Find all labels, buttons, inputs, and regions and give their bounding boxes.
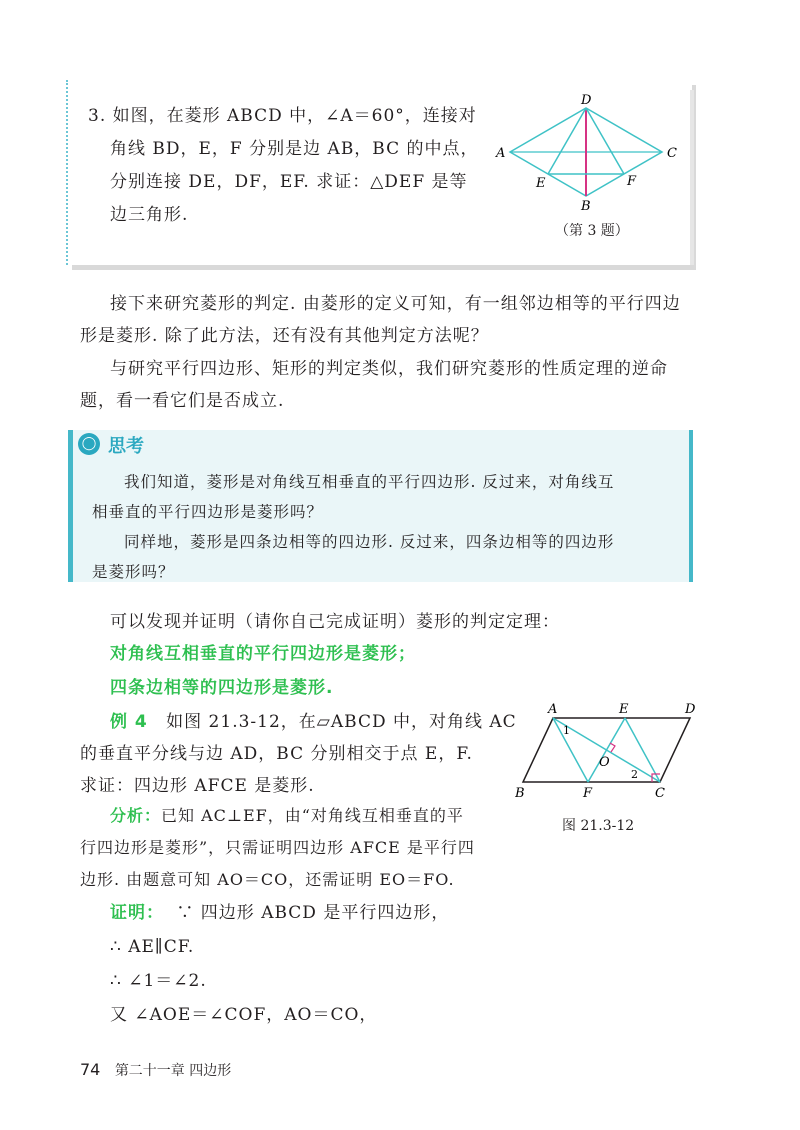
label-a: A [496,146,506,161]
analysis-label: 分析： [110,806,162,825]
theorem-2: 四条边相等的四边形是菱形. [110,678,334,698]
dotted-border [66,80,68,265]
proof [80,896,510,1032]
right-angle-mark [610,743,615,752]
think-line: 我们知道，菱形是对角线互相垂直的平行四边形. 反过来，对角线互 [124,473,615,491]
think-title: 思考 [108,436,144,457]
think-line: 同样地，菱形是四条边相等的四边形. 反过来，四条边相等的四边形 [124,533,615,551]
exercise-3-text [88,100,508,232]
analysis-line: 行四边形是菱形”，只需证明四边形 AFCE 是平行四 [80,838,475,857]
think-line: 相垂直的平行四边形是菱形吗？ [92,503,324,521]
proof-line: ∴ ∠1＝∠2. [110,971,207,991]
intro-paragraph-1 [80,288,700,352]
paragraph-line: 形是菱形. 除了此方法，还有没有其他判定方法呢？ [80,326,489,346]
exercise-line: 边三角形. [110,205,189,225]
theorem-1: 对角线互相垂直的平行四边形是菱形； [110,644,416,664]
angle-1-label: 1 [563,724,570,737]
example-line: 求证：四边形 AFCE 是菱形. [80,776,315,796]
rhombus-figure [490,90,690,215]
example-4 [80,706,517,802]
analysis [80,800,510,896]
think-left-bar [68,430,73,582]
angle-2-label: 2 [631,768,638,781]
label-d: D [581,93,592,108]
figure-caption: （第 3 题） [555,223,629,239]
label-b: B [515,786,525,801]
analysis-line: 边形. 由题意可知 AO＝CO，还需证明 EO＝FO. [80,870,455,889]
exercise-line: 角线 BD，E，F 分别是边 AB，BC 的中点， [110,139,479,159]
parallelogram-figure [515,700,705,802]
proof-line: ∵ 四边形 ABCD 是平行四边形， [176,903,450,923]
analysis-line: 已知 AC⊥EF，由“对角线互相垂直的平 [161,806,464,825]
example-line: 如图 21.3-12，在▱ABCD 中，对角线 AC [166,712,517,732]
example-label: 例 4 [110,712,148,732]
label-d: D [685,702,696,717]
intro-paragraph-2 [80,353,700,417]
think-text [92,467,682,587]
exercise-line: 3. 如图，在菱形 ABCD 中，∠A＝60°，连接对 [88,106,477,126]
paragraph-line: 题，看一看它们是否成立. [80,391,285,411]
label-o: O [599,755,610,770]
label-a: A [548,702,558,717]
label-e: E [536,176,546,191]
segment-de [548,108,586,174]
label-f: F [583,786,593,801]
chapter-title: 第二十一章 四边形 [114,1063,232,1079]
label-c: C [655,786,665,801]
label-f: F [627,174,637,189]
segment-ef [588,718,625,782]
paragraph-line: 接下来研究菱形的判定. 由菱形的定义可知，有一组邻边相等的平行四边 [110,294,681,314]
proof-line: 又 ∠AOE＝∠COF，AO＝CO， [110,1005,378,1025]
page-number: 74 [80,1060,101,1079]
think-right-bar [689,430,693,582]
box-shadow-bar [690,90,694,265]
think-line: 是菱形吗？ [92,563,175,581]
exercise-line: 分别连接 DE，DF，EF. 求证：△DEF 是等 [110,172,468,192]
lightbulb-icon: ◯ [78,433,100,455]
proof-label: 证明： [110,903,164,923]
paragraph-line: 与研究平行四边形、矩形的判定类似，我们研究菱形的性质定理的逆命 [110,359,668,379]
label-c: C [667,146,677,161]
figure-caption: 图 21.3-12 [562,818,635,834]
page-footer [80,1060,231,1080]
example-line: 的垂直平分线与边 AD，BC 分别相交于点 E，F. [80,744,473,764]
label-b: B [581,199,591,214]
theorem-lead: 可以发现并证明（请你自己完成证明）菱形的判定定理： [110,612,560,632]
proof-line: ∴ AE∥CF. [110,937,195,957]
segment-df [586,108,624,174]
label-e: E [619,702,629,717]
